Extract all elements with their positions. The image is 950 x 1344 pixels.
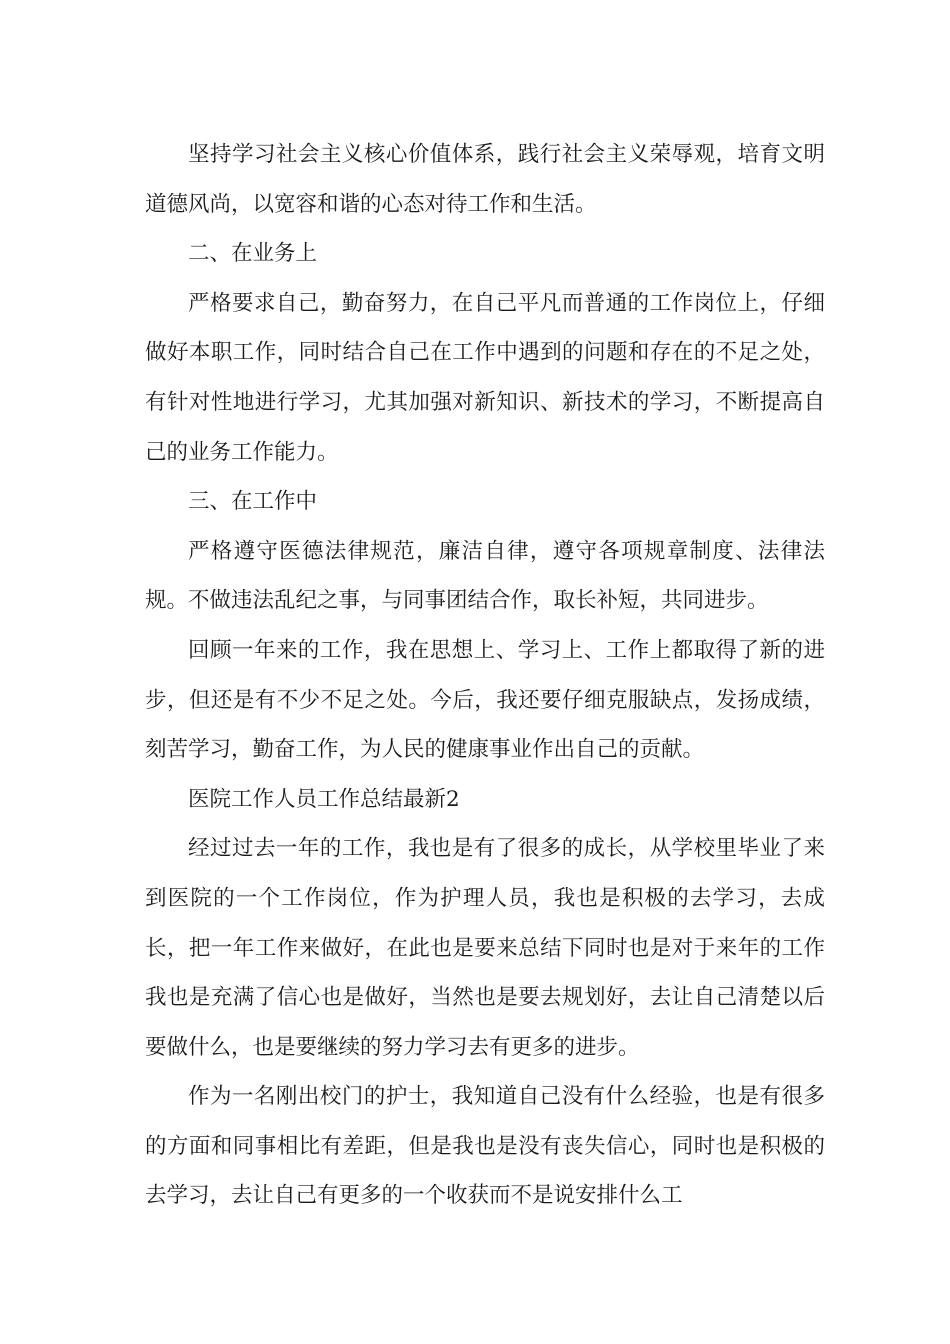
section-heading-work: 三、在工作中 bbox=[188, 489, 318, 515]
paragraph-review: 回顾一年来的工作，我在思想上、学习上、工作上都取得了新的进步，但还是有不少不足之处。今后，我还要仔细克服缺点，发扬成绩，刻苦学习，勤奋工作，为人民的健康事业作出自己的贡献。 bbox=[145, 637, 825, 763]
paragraph-business: 严格要求自己，勤奋努力，在自己平凡而普通的工作岗位上，仔细做好本职工作，同时结合自己在工作中遇到的问题和存在的不足之处，有针对性地进行学习，尤其加强对新知识、新技术的学习，不断提高自己的业务工作能力。 bbox=[145, 290, 825, 465]
paragraph-work-ethics: 严格遵守医德法律规范，廉洁自律，遵守各项规章制度、法律法规。不做违法乱纪之事，与同事团结合作，取长补短，共同进步。 bbox=[145, 538, 825, 614]
section-heading-business: 二、在业务上 bbox=[188, 241, 318, 267]
paragraph-core-values: 坚持学习社会主义核心价值体系，践行社会主义荣辱观，培育文明道德风尚，以宽容和谐的心态对待工作和生活。 bbox=[145, 142, 825, 217]
paragraph-new-nurse: 作为一名刚出校门的护士，我知道自己没有什么经验，也是有很多的方面和同事相比有差距，但是我也是没有丧失信心，同时也是积极的去学习，去让自己有更多的一个收获而不是说安排什么工 bbox=[145, 1084, 825, 1209]
document-body bbox=[145, 130, 825, 1221]
paragraph-growth: 经过过去一年的工作，我也是有了很多的成长，从学校里毕业了来到医院的一个工作岗位，作为护理人员，我也是积极的去学习，去成长，把一年工作来做好，在此也是要来总结下同时也是对于来年的工作我也是充满了信心也是做好，当然也是要去规划好，去让自己清楚以后要做什么，也是要继续的努力学习去有更多的进步。 bbox=[145, 836, 825, 1060]
section-title-summary-2: 医院工作人员工作总结最新2 bbox=[188, 786, 460, 812]
